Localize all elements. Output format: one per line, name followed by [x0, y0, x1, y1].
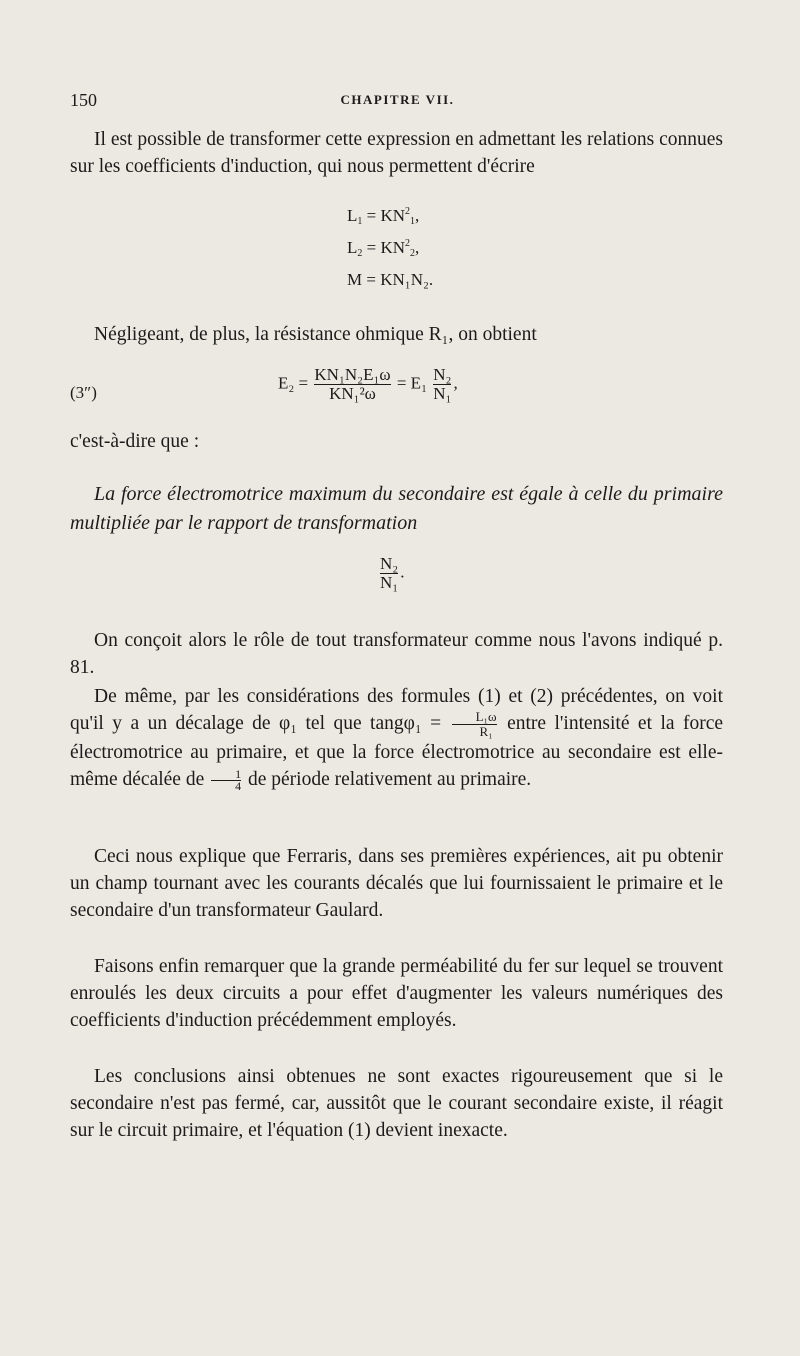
- paragraph-intro: Il est possible de transformer cette expression en admettant les relations connues sur les coefficients d'induction, qui nous permettent d'écrire: [70, 129, 723, 177]
- equation-e2: E₂ = $\frac{\text{KN₁N₂E₁ω}}{\text{KN₁²ω}}$ = E₁ $\frac{\text{N₂}}{\text{N₁}}$ ,: [278, 365, 458, 403]
- ratio-num: N₂: [380, 554, 399, 573]
- eq-l1-rsub: 1: [410, 216, 416, 227]
- ratio-fraction: [380, 555, 398, 592]
- equation-l2: $L_2 = KN^2_2$,: [347, 238, 420, 259]
- paragraph-conclusions: Les conclusions ainsi obtenues ne sont exactes rigoureusement que si le secondaire n'est pas fermé, car, aussitôt que le courant secondaire existe, il réagit sur le circuit primaire, et l'équation (1) devient inexacte.: [70, 1066, 723, 1141]
- page-header: [70, 90, 725, 116]
- eq-l2-rsup: 2: [405, 238, 411, 249]
- ratio-den: N₁: [380, 573, 399, 592]
- equation-number: (3″): [70, 383, 97, 402]
- tan-fraction: [452, 710, 497, 739]
- eq-l1-rsup: 2: [405, 206, 411, 217]
- eq-l1-rhs: = KN: [366, 206, 406, 225]
- equation-l1: $L_1 = KN^2_1$,: [347, 206, 420, 227]
- decalage-text-c: de période relativement au primaire.: [248, 769, 532, 791]
- paragraph-decalage: [70, 683, 723, 793]
- quarter-den: 4: [211, 780, 241, 792]
- eq-e2-fraction: [314, 366, 390, 403]
- paragraph-ferraris: Ceci nous explique que Ferraris, dans ses premières expériences, ait pu obtenir un champ tournant avec les courants décalés que lui fournissaient le primaire et le secondaire d'un transformateur Gaulard.: [70, 846, 723, 921]
- tan-den: R₁: [452, 724, 497, 739]
- decalage-text-a: De même, par les considérations des formules (1) et (2) précédentes, on voit qu'il y a un décalage de φ₁ tel que tangφ₁ =: [70, 686, 723, 734]
- eq-l1-lhs: L: [347, 206, 358, 225]
- eq-l1-sub: 1: [357, 216, 363, 227]
- paragraph-negligeant: Négligeant, de plus, la résistance ohmique R₁, on obtient: [94, 324, 537, 345]
- eq-e2-lhs: E₂ =: [278, 373, 309, 393]
- paragraph-transformateur: On conçoit alors le rôle de tout transformateur comme nous l'avons indiqué p. 81.: [70, 630, 723, 678]
- tan-num: L₁ω: [475, 709, 497, 725]
- equation-m: [347, 270, 433, 290]
- eq-m-lhs: M: [347, 270, 363, 289]
- eq-l2-rsub: 2: [410, 248, 416, 259]
- eq-e2-fraction2: [433, 366, 451, 403]
- paragraph-permeabilite: Faisons enfin remarquer que la grande perméabilité du fer sur lequel se trouvent enroulés les deux circuits a pour effet d'augmenter les valeurs numériques des coefficients d'induction précédemment employés.: [70, 956, 723, 1031]
- paragraph-cest-a-dire: c'est-à-dire que :: [70, 431, 200, 452]
- quarter-fraction: [211, 769, 241, 792]
- eq-e2-frac2-den: N₁: [433, 384, 452, 403]
- eq-e2-mid: = E₁: [396, 373, 427, 393]
- eq-e2-frac2-num: N₂: [433, 365, 452, 384]
- eq-l2-rhs: = KN: [366, 238, 406, 257]
- page-number: 150: [70, 90, 97, 110]
- eq-e2-frac-den: KN₁²ω: [314, 384, 390, 403]
- decalage-text-b: entre l'intensité et la force électromotrice au primaire, et que la force électromotrice au secondaire est elle-même décalée de: [70, 713, 724, 791]
- italic-statement: La force électromotrice maximum du secondaire est égale à celle du primaire multipliée par le rapport de transformation: [70, 483, 723, 534]
- ratio-n2-n1: $\frac{\text{N₂}}{\text{N₁}}$ .: [380, 554, 405, 592]
- eq-e2-frac-num: KN₁N₂E₁ω: [314, 365, 391, 384]
- running-head: CHAPITRE VII.: [340, 92, 455, 107]
- eq-l2-sub: 2: [357, 248, 363, 259]
- quarter-num: 1: [235, 767, 242, 782]
- eq-l2-lhs: L: [347, 238, 358, 257]
- eq-m-rhs: = KN₁N₂.: [366, 270, 434, 289]
